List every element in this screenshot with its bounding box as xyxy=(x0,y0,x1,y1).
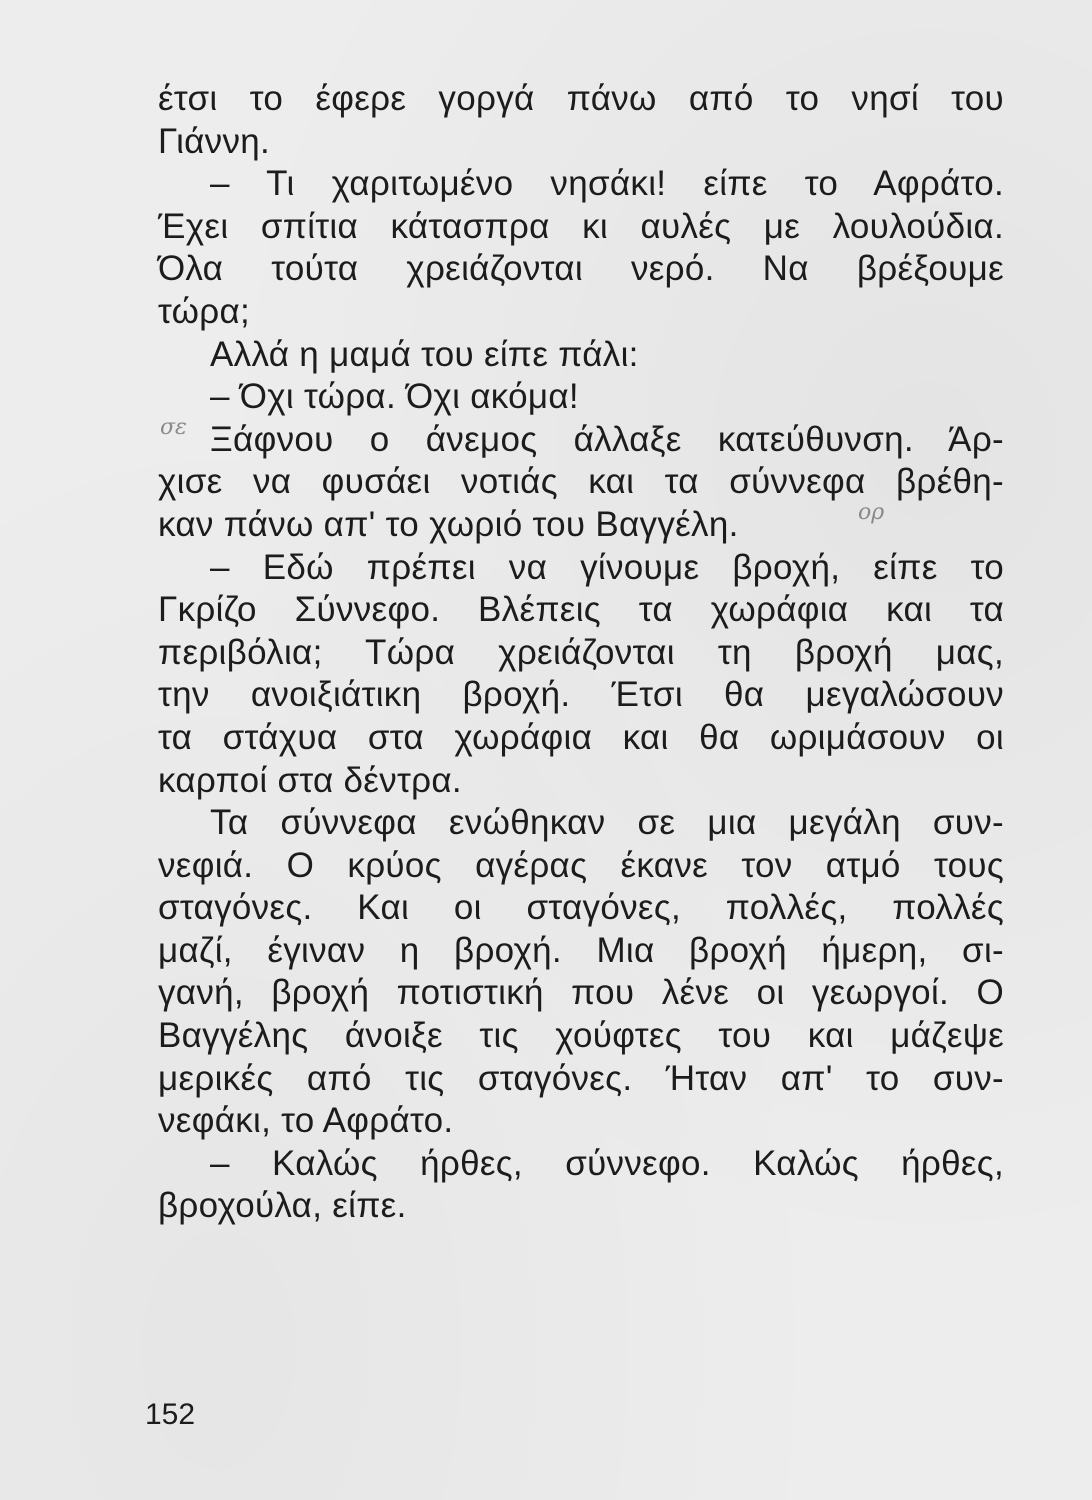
margin-annotation: σε xyxy=(160,415,187,440)
text-line: τώρα; xyxy=(158,291,251,331)
text-line: βροχούλα, είπε. xyxy=(158,1186,407,1226)
text-line: νεφάκι, το Αφράτο. xyxy=(158,1101,454,1141)
text-line: Ξάφνου ο άνεμος άλλαξε κατεύθυνση. Άρ- xyxy=(210,419,1004,459)
text-line: Έχει σπίτια κάτασπρα κι αυλές με λουλούδια. xyxy=(158,206,1004,246)
text-line: καρποί στα δέντρα. xyxy=(158,760,462,800)
text-line: νεφιά. Ο κρύος αγέρας έκανε τον ατμό τους xyxy=(158,845,1004,885)
text-line: περιβόλια; Τώρα χρειάζονται τη βροχή μας, xyxy=(158,632,1004,672)
text-line: – Όχι τώρα. Όχι ακόμα! xyxy=(210,377,579,417)
text-line: έτσι το έφερε γοργά πάνω από το νησί του xyxy=(158,79,1004,118)
text-line: καν πάνω απ' το χωριό του Βαγγέλη. xyxy=(158,504,739,544)
text-line: Όλα τούτα χρειάζονται νερό. Να βρέξουμε xyxy=(158,249,1004,289)
text-line: σταγόνες. Και οι σταγόνες, πολλές, πολλές xyxy=(158,888,1004,928)
body-text xyxy=(158,78,1004,1228)
text-line: χισε να φυσάει νοτιάς και τα σύννεφα βρέθη- xyxy=(158,462,1004,502)
text-line: Γιάννη. xyxy=(158,121,271,161)
text-line: την ανοιξιάτικη βροχή. Έτσι θα μεγαλώσουν xyxy=(158,675,1004,715)
text-line: – Καλώς ήρθες, σύννεφο. Καλώς ήρθες, xyxy=(210,1143,1004,1183)
text-line: Αλλά η μαμά του είπε πάλι: xyxy=(210,334,639,374)
text-line: μαζί, έγιναν η βροχή. Μια βροχή ήμερη, σι- xyxy=(158,930,1004,970)
text-line: Τα σύννεφα ενώθηκαν σε μια μεγάλη συν- xyxy=(210,803,1004,843)
page-number: 152 xyxy=(145,1398,196,1431)
text-line: – Τι χαριτωμένο νησάκι! είπε το Αφράτο. xyxy=(210,164,1004,204)
text-line: γανή, βροχή ποτιστική που λένε οι γεωργοί. Ο xyxy=(158,973,1004,1013)
text-line: τα στάχυα στα χωράφια και θα ωριμάσουν οι xyxy=(158,717,1004,757)
text-line: Γκρίζο Σύννεφο. Βλέπεις τα χωράφια και τα xyxy=(158,590,1004,630)
margin-annotation: ορ xyxy=(858,500,885,525)
text-line: – Εδώ πρέπει να γίνουμε βροχή, είπε το xyxy=(210,547,1004,587)
text-line: μερικές από τις σταγόνες. Ήταν απ' το συν- xyxy=(158,1058,1004,1098)
text-line: Βαγγέλης άνοιξε τις χούφτες του και μάζεψε xyxy=(158,1016,1004,1056)
